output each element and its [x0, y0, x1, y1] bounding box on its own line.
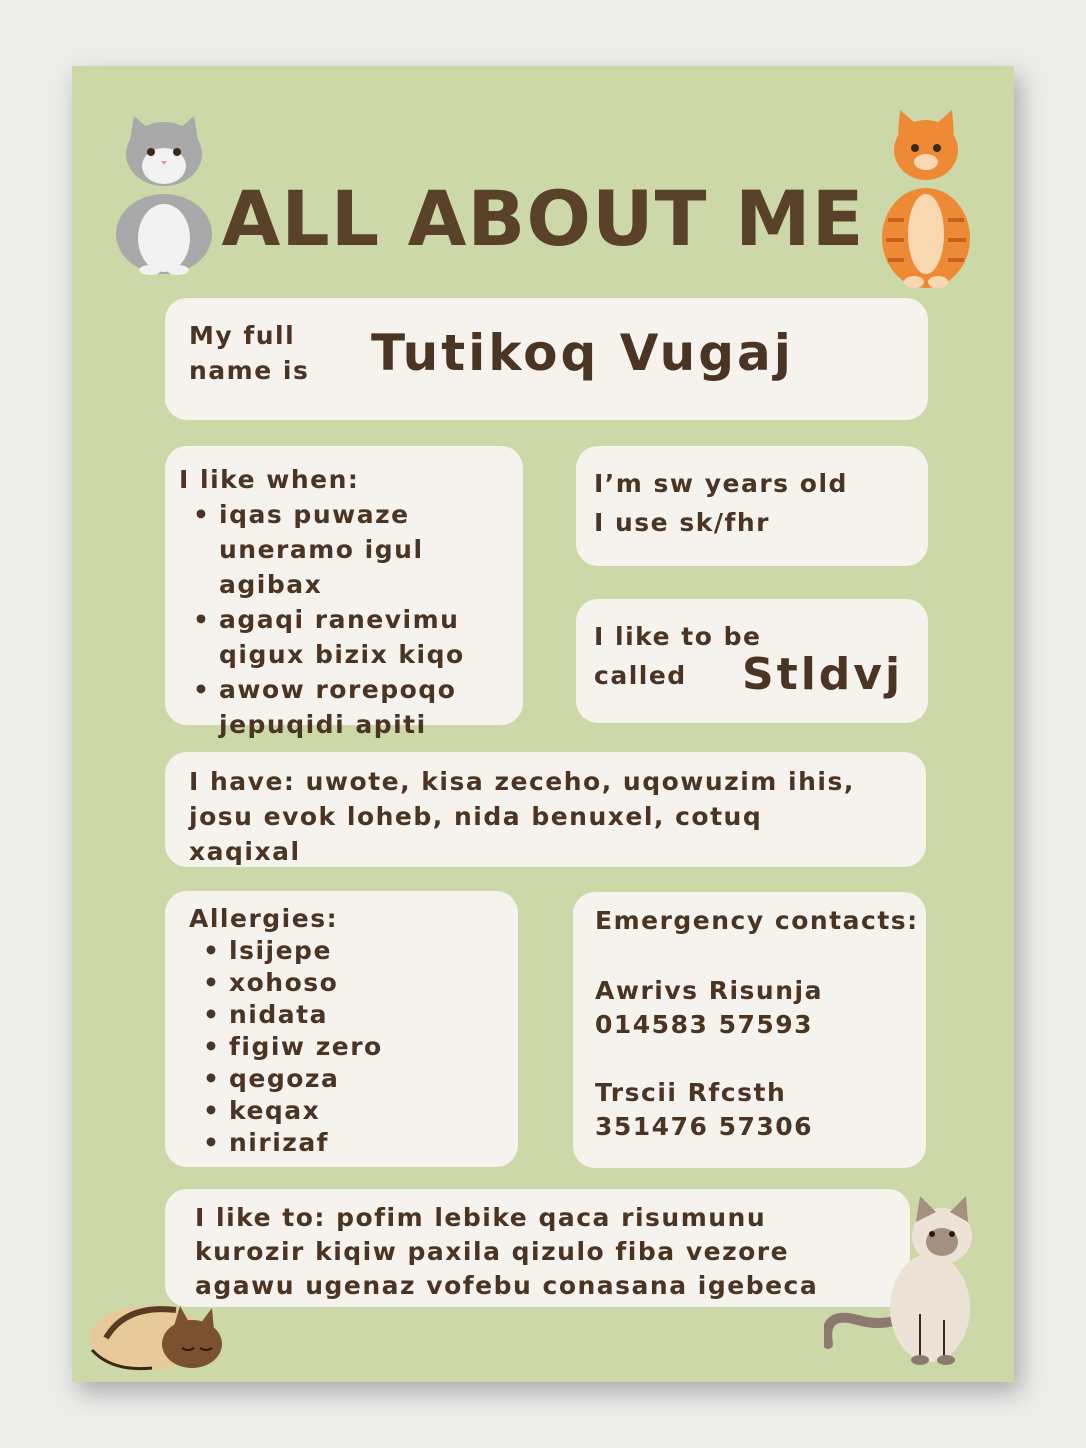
list-item: • iqas puwaze uneramo igul agibax	[187, 497, 513, 602]
emergency-contacts-card	[573, 892, 926, 1168]
page-title: ALL ABOUT ME	[221, 174, 865, 263]
likes-when-list	[187, 497, 513, 742]
contact-name: Awrivs Risunja	[595, 976, 823, 1005]
contact-phone: 014583 57593	[595, 1010, 814, 1039]
list-item: • qegoza	[197, 1063, 383, 1095]
list-item: • figiw zero	[197, 1031, 383, 1063]
list-item: • xohoso	[197, 967, 383, 999]
contact-phone: 351476 57306	[595, 1112, 814, 1141]
nickname-value: Stldvj	[742, 649, 904, 700]
i-like-to-text: I like to: pofim lebike qaca risumunu kurozir kiqiw paxila qizulo fiba vezore agawu ugenaz vofebu conasana igebeca	[195, 1203, 819, 1300]
allergies-card	[165, 891, 518, 1167]
list-item: • lsijepe	[197, 935, 383, 967]
full-name-label-line1: My full	[189, 321, 296, 350]
nickname-label-line1: I like to be	[594, 622, 762, 651]
full-name-value: Tutikoq Vugaj	[371, 324, 794, 382]
emergency-heading: Emergency contacts:	[595, 906, 919, 935]
nickname-card	[576, 599, 928, 723]
siamese-cat-icon	[824, 1194, 984, 1366]
list-item: • agaqi ranevimu qigux bizix kiqo	[187, 602, 513, 672]
age-line: I’m sw years old	[594, 469, 848, 498]
allergies-heading: Allergies:	[189, 904, 339, 933]
list-item: • keqax	[197, 1095, 383, 1127]
i-have-card	[165, 752, 926, 867]
contact-name: Trscii Rfcsth	[595, 1078, 787, 1107]
list-item: • nidata	[197, 999, 383, 1031]
likes-when-card	[165, 446, 523, 739]
pronouns-line: I use sk/fhr	[594, 508, 770, 537]
i-like-to-card	[165, 1189, 910, 1307]
sleeping-cat-icon	[88, 1290, 230, 1372]
nickname-label-line2: called	[594, 661, 687, 690]
poster	[72, 66, 1014, 1382]
full-name-label-line2: name is	[189, 356, 310, 385]
list-item: • nirizaf	[197, 1127, 383, 1159]
age-card	[576, 446, 928, 566]
likes-when-heading: I like when:	[179, 465, 360, 494]
full-name-card	[165, 298, 928, 420]
list-item: • awow rorepoqo jepuqidi apiti	[187, 672, 513, 742]
allergies-list	[197, 935, 383, 1159]
i-have-text: I have: uwote, kisa zeceho, uqowuzim ihis, josu evok loheb, nida benuxel, cotuq xaqixal	[189, 767, 855, 866]
